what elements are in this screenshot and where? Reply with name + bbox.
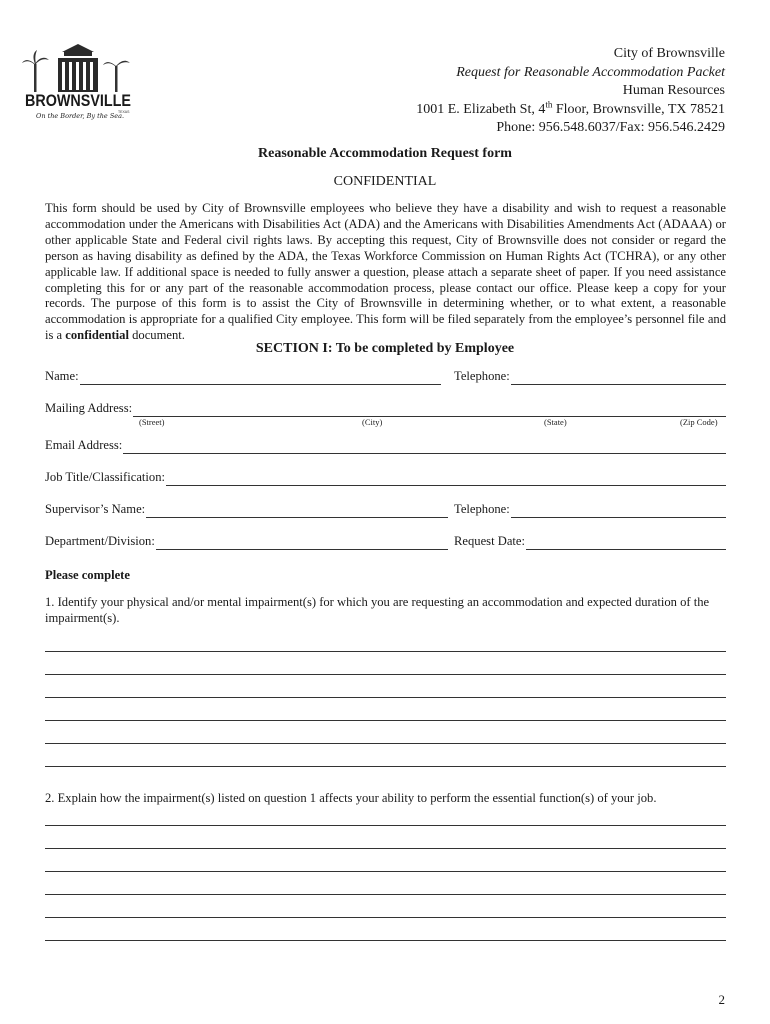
job-title-input-line[interactable] xyxy=(166,471,726,486)
name-field[interactable] xyxy=(45,367,441,385)
zip-sublabel: (Zip Code) xyxy=(680,417,718,427)
page-number: 2 xyxy=(718,992,725,1007)
supervisor-telephone-label: Telephone: xyxy=(454,502,510,516)
supervisor-telephone-field[interactable] xyxy=(454,500,726,518)
question-2: 2. Explain how the impairment(s) listed on question 1 affects your ability to perform the essential function(s) of your job. xyxy=(45,791,657,805)
request-date-field[interactable] xyxy=(454,532,726,550)
logo-wordmark: BROWNSVILLE xyxy=(25,91,131,110)
city-sublabel: (City) xyxy=(362,417,383,427)
department-field[interactable] xyxy=(45,532,448,550)
intro-paragraph: This form should be used by City of Brownsville employees who believe they have a disability and wish to request a reasonable accommodation under the Americans with Disabilities Act (ADA) and the Americans with Disabilities Amendments Act (ADAAA) or other applicable State and Federal civil rights laws. By accepting this request, City of Brownsville does not consider or regard the person as having disability as defined by the ADA, the Texas Workforce Commission on Human Rights Act (TCHRA), or any other applicable law. If additional space is needed to fully answer a question, please attach a separate sheet of paper. If you need assistance completing this for or any part of the reasonable accommodation process, please contact our office. Please keep a copy for your records. The purpose of this form is to assist the City of Brownsville in determining whether, or to what extent, a reasonable accommodation is appropriate for a qualified City employee. This form will be filed separately from the employee’s personnel file and is a confidential document. xyxy=(45,201,726,343)
email-label: Email Address: xyxy=(45,438,123,452)
q1-answer-line[interactable] xyxy=(45,743,726,744)
request-date-input-line[interactable] xyxy=(526,535,726,550)
telephone-label: Telephone: xyxy=(454,369,510,383)
brownsville-logo xyxy=(22,40,134,126)
email-input-line[interactable] xyxy=(123,439,726,454)
supervisor-label: Supervisor’s Name: xyxy=(45,502,146,516)
q2-answer-line[interactable] xyxy=(45,848,726,849)
q1-answer-line[interactable] xyxy=(45,674,726,675)
q2-answer-line[interactable] xyxy=(45,917,726,918)
mailing-address-input-line[interactable] xyxy=(133,402,726,417)
logo-state: TEXAS xyxy=(118,110,130,114)
question-1: 1. Identify your physical and/or mental impairment(s) for which you are requesting an accommodation and expected duration of the impairment(s). xyxy=(45,595,710,625)
form-title: Reasonable Accommodation Request form xyxy=(258,146,512,161)
q2-answer-line[interactable] xyxy=(45,894,726,895)
q1-answer-line[interactable] xyxy=(45,697,726,698)
supervisor-field[interactable] xyxy=(45,500,448,518)
q1-answer-line[interactable] xyxy=(45,766,726,767)
supervisor-telephone-input-line[interactable] xyxy=(511,503,726,518)
q2-answer-line[interactable] xyxy=(45,825,726,826)
confidential-label: CONFIDENTIAL xyxy=(333,174,437,189)
supervisor-input-line[interactable] xyxy=(146,503,448,518)
q1-answer-line[interactable] xyxy=(45,651,726,652)
q1-answer-line[interactable] xyxy=(45,720,726,721)
mailing-address-field[interactable] xyxy=(45,399,726,417)
q2-answer-line[interactable] xyxy=(45,871,726,872)
letterhead-city: City of Brownsville xyxy=(613,46,725,61)
please-complete-heading: Please complete xyxy=(45,568,130,582)
letterhead-packet: Request for Reasonable Accommodation Packet xyxy=(456,64,725,80)
department-label: Department/Division: xyxy=(45,534,155,548)
department-input-line[interactable] xyxy=(156,535,448,550)
email-field[interactable] xyxy=(45,436,726,454)
telephone-input-line[interactable] xyxy=(511,370,726,385)
letterhead xyxy=(416,45,725,138)
name-label: Name: xyxy=(45,369,79,383)
letterhead-address: 1001 E. Elizabeth St, 4th Floor, Brownsville, TX 78521 xyxy=(416,98,725,117)
job-title-label: Job Title/Classification: xyxy=(45,470,166,484)
state-sublabel: (State) xyxy=(544,417,567,427)
telephone-field[interactable] xyxy=(454,367,726,385)
logo-tagline: On the Border, By the Sea. xyxy=(36,112,125,120)
letterhead-phone-fax: Phone: 956.548.6037/Fax: 956.546.2429 xyxy=(496,120,725,135)
street-sublabel: (Street) xyxy=(139,417,165,427)
request-date-label: Request Date: xyxy=(454,534,525,548)
section-title: SECTION I: To be completed by Employee xyxy=(255,341,515,356)
name-input-line[interactable] xyxy=(80,370,441,385)
q2-answer-line[interactable] xyxy=(45,940,726,941)
letterhead-department: Human Resources xyxy=(622,83,725,98)
city-hall-logo-icon xyxy=(22,40,134,126)
mailing-address-label: Mailing Address: xyxy=(45,401,133,415)
job-title-field[interactable] xyxy=(45,468,726,486)
